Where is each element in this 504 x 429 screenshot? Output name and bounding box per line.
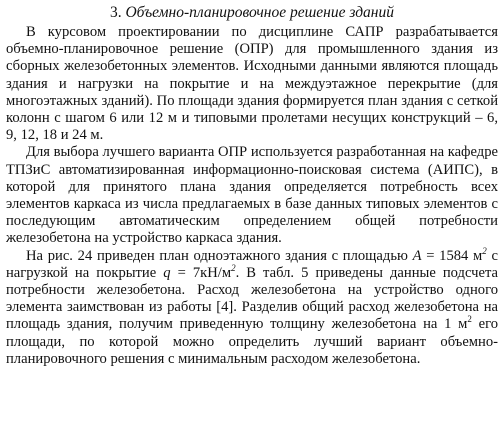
example-text-between: с нагрузкой на покрытие — [6, 247, 498, 281]
load-formula — [163, 262, 236, 281]
load-symbol: q — [163, 264, 171, 281]
area-symbol: A — [412, 247, 422, 264]
paragraph-opr-intro: В курсовом проектировании по дисциплине САПР разрабатывается объемно-планировочное решение (ОПР) для промышленного здания из сборных железобетонных элементов. Исходными данными являются площадь здания и нагрузки на покрытие и на междуэтажное перекрытие (для многоэтажных зданий). По площади здания формируется план здания с сеткой колонн с шагом 6 или 12 м и типовыми пролетами несущих конструкций – 6, 9, 12, 18 и 24 м. — [6, 24, 498, 144]
section-title: Объемно-планировочное решение зданий — [125, 4, 394, 21]
example-text-start: На рис. 24 приведен план одноэтажного здания с площадью — [26, 247, 413, 264]
area-value: = 1584 м — [421, 247, 483, 264]
section-heading — [6, 4, 498, 22]
section-number: 3. — [109, 4, 122, 21]
paragraph-example — [6, 245, 499, 368]
example-text-end: его площади, по которой можно определить лучший вариант объемно-планировочного решения с минимальным расходом железобетона. — [6, 316, 499, 367]
example-text-after-load: . В табл. 5 приведены данные подсчета потребности железобетона. Расход железобетона на устройство одного элемента заимствован из работы [4]. Разделив общий расход железобетона на площадь здания, получим приведенную толщину железобетона на 1 м — [6, 264, 499, 333]
load-unit-exponent: 2 — [231, 262, 236, 273]
area-unit-exponent: 2 — [482, 245, 487, 256]
load-value: = 7кН/м — [170, 264, 232, 281]
thickness-unit-exponent: 2 — [467, 314, 472, 325]
area-formula — [412, 245, 487, 264]
paragraph-aips: Для выбора лучшего варианта ОПР используется разработанная на кафедре ТПЗиС автоматизированная информационно-поисковая система (АИПС), в которой для принятого плана здания определяется потребность всех элементов каркаса из числа предлагаемых в базе данных типовых элементов с последующим автоматическим определением общей потребности железобетона на устройство каркаса здания. — [6, 144, 498, 247]
